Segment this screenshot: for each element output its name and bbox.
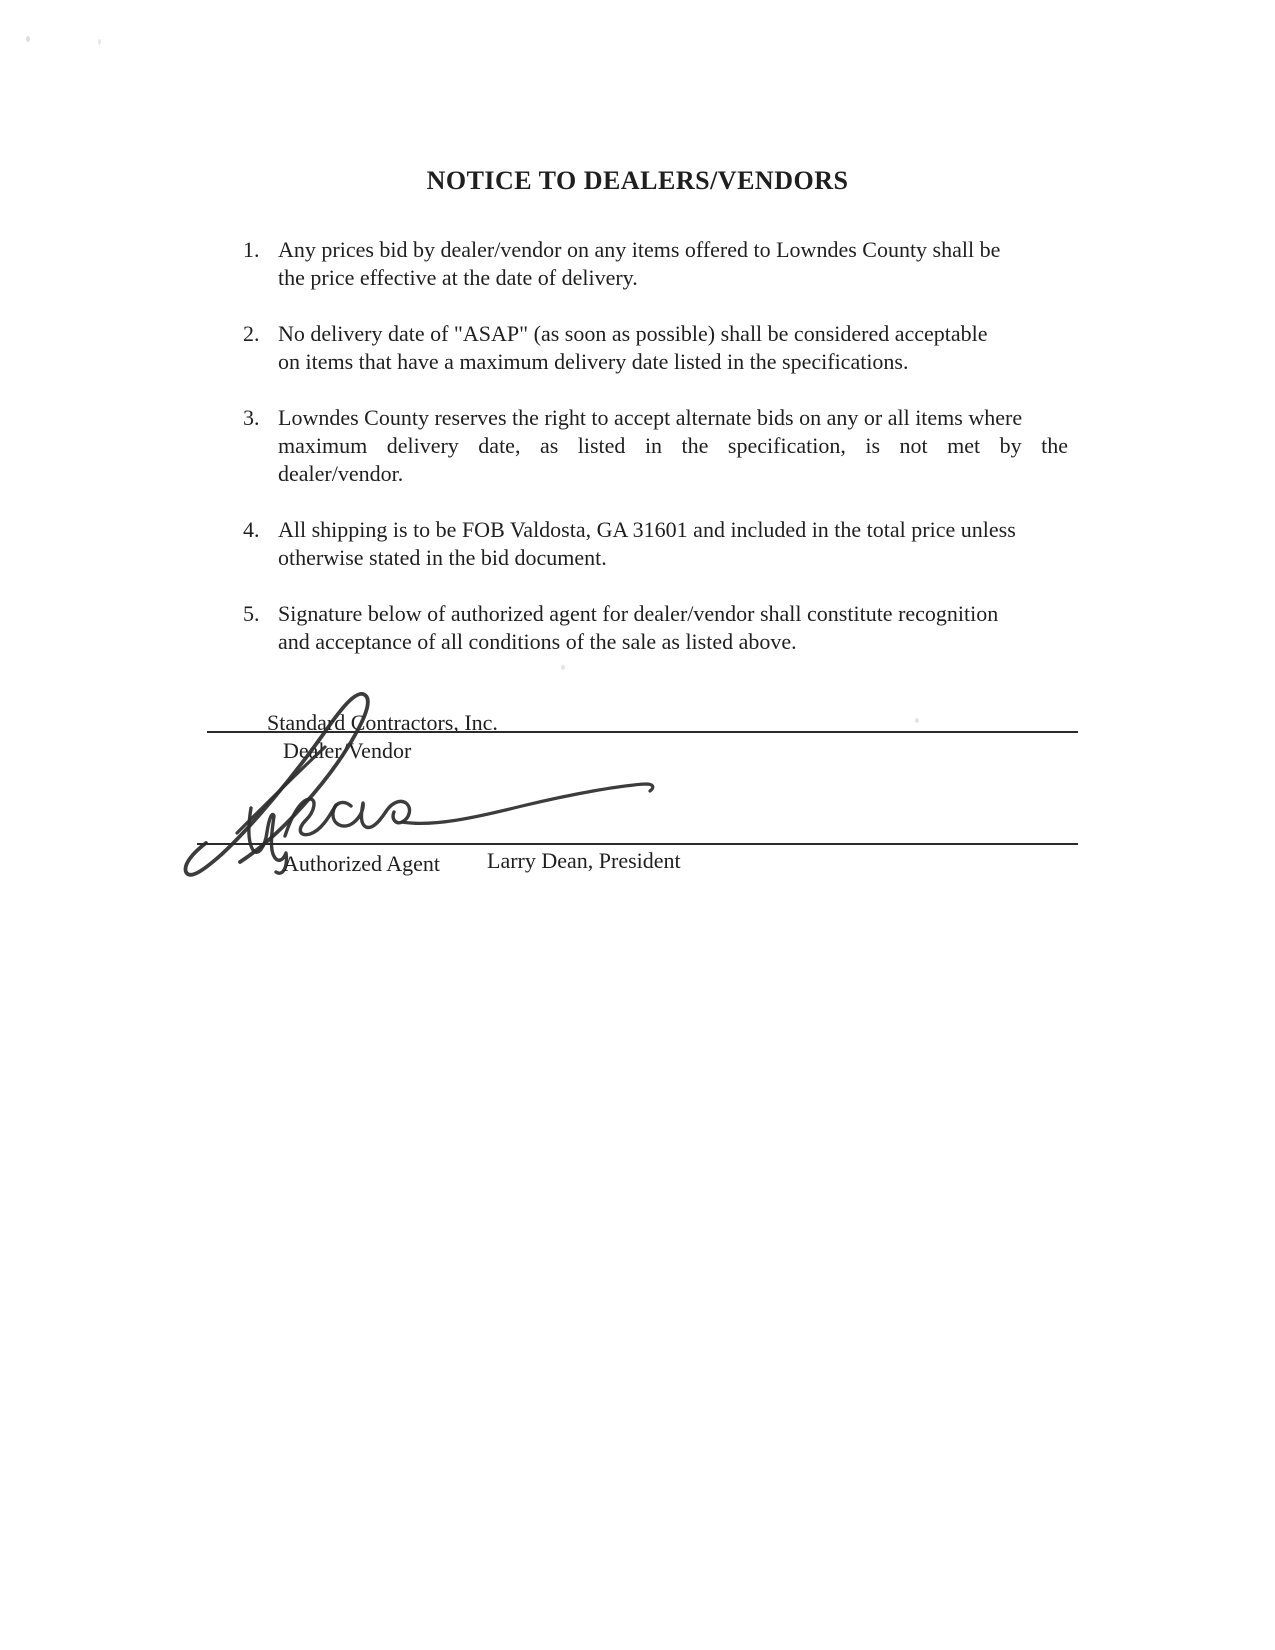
notice-item: [243, 236, 1068, 292]
notice-item: [243, 404, 1068, 488]
page-title: NOTICE TO DEALERS/VENDORS: [426, 166, 849, 195]
text-line: otherwise stated in the bid document.: [278, 545, 607, 570]
item-text: [278, 600, 1068, 656]
text-line: and acceptance of all conditions of the sale as listed above.: [278, 629, 797, 654]
scan-speck: [26, 36, 30, 42]
text-line: on items that have a maximum delivery date listed in the specifications.: [278, 349, 909, 374]
authorized-agent-name-value: Larry Dean, President: [487, 848, 681, 873]
text-line: All shipping is to be FOB Valdosta, GA 31601 and included in the total price unless: [278, 517, 1016, 542]
dealer-vendor-label: Dealer/Vendor: [283, 738, 412, 763]
text-line: Lowndes County reserves the right to accept alternate bids on any or all items where: [278, 405, 1023, 430]
text-line: maximum delivery date, as listed in the specification, is not met by the: [278, 433, 1068, 458]
authorized-agent-signature-line: [197, 843, 1078, 845]
text-line: the price effective at the date of delivery.: [278, 265, 638, 290]
item-text: [278, 404, 1068, 488]
text-line: No delivery date of "ASAP" (as soon as possible) shall be considered acceptable: [278, 321, 988, 346]
item-text: [278, 236, 1068, 292]
dealer-vendor-name-value: Standard Contractors, Inc.: [267, 710, 498, 735]
authorized-agent-label: Authorized Agent: [283, 851, 441, 876]
item-number: 2.: [243, 321, 260, 346]
scan-speck: [98, 39, 101, 45]
scan-speck: [915, 718, 919, 723]
text-line: Signature below of authorized agent for dealer/vendor shall constitute recognition: [278, 601, 999, 626]
item-number: 3.: [243, 405, 260, 430]
item-number: 4.: [243, 517, 260, 542]
item-number: 1.: [243, 237, 260, 262]
item-text: [278, 320, 1068, 376]
text-line: dealer/vendor.: [278, 461, 404, 486]
notice-item: [243, 320, 1068, 376]
notice-list: [243, 236, 1068, 684]
notice-item: [243, 600, 1068, 656]
item-number: 5.: [243, 601, 260, 626]
item-text: [278, 516, 1068, 572]
notice-item: [243, 516, 1068, 572]
text-line: Any prices bid by dealer/vendor on any items offered to Lowndes County shall be: [278, 237, 1001, 262]
